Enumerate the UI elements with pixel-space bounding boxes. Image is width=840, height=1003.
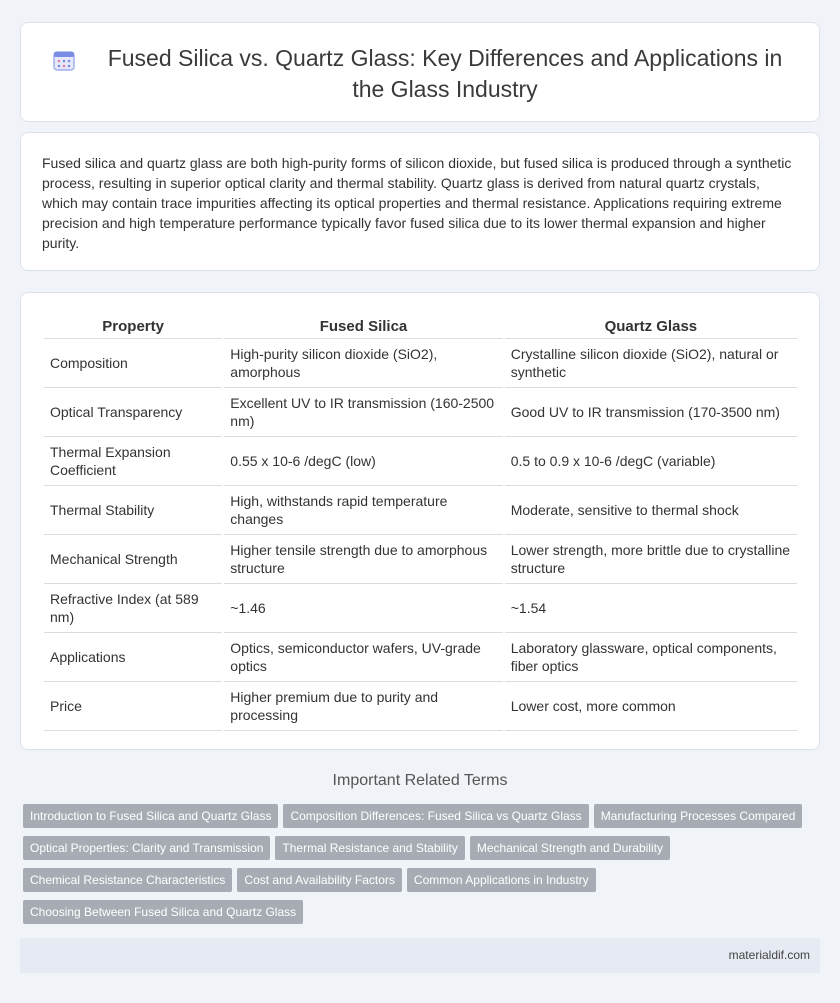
row-fused-silica: Excellent UV to IR transmission (160-2500 nm) (224, 388, 502, 437)
row-quartz-glass: Lower cost, more common (505, 682, 797, 731)
related-term-tag[interactable]: Introduction to Fused Silica and Quartz Glass (23, 804, 278, 828)
related-terms-title: Important Related Terms (332, 772, 508, 789)
footer (20, 938, 820, 973)
related-term-tag[interactable]: Composition Differences: Fused Silica vs Quartz Glass (283, 804, 588, 828)
header-card (20, 22, 820, 122)
table-row (44, 584, 797, 633)
comparison-table-card (20, 292, 820, 750)
header-property: Property (44, 313, 222, 339)
comparison-table (42, 313, 799, 731)
row-quartz-glass: Laboratory glassware, optical components, fiber optics (505, 633, 797, 682)
row-property: Refractive Index (at 589 nm) (44, 584, 222, 633)
page-title: Fused Silica vs. Quartz Glass: Key Differences and Applications in the Glass Industry (107, 45, 783, 102)
row-property: Thermal Stability (44, 486, 222, 535)
intro-card (20, 132, 820, 271)
row-fused-silica: Higher tensile strength due to amorphous structure (224, 535, 502, 584)
row-fused-silica: Optics, semiconductor wafers, UV-grade optics (224, 633, 502, 682)
row-property: Thermal Expansion Coefficient (44, 437, 222, 486)
related-term-tag[interactable]: Mechanical Strength and Durability (470, 836, 670, 860)
row-fused-silica: High-purity silicon dioxide (SiO2), amorphous (224, 339, 502, 388)
row-fused-silica: ~1.46 (224, 584, 502, 633)
row-property: Optical Transparency (44, 388, 222, 437)
row-property: Mechanical Strength (44, 535, 222, 584)
related-term-tag[interactable]: Common Applications in Industry (407, 868, 596, 892)
row-fused-silica: 0.55 x 10-6 /degC (low) (224, 437, 502, 486)
table-row (44, 633, 797, 682)
table-row (44, 437, 797, 486)
header-quartz-glass: Quartz Glass (505, 313, 797, 339)
row-property: Price (44, 682, 222, 731)
row-quartz-glass: Crystalline silicon dioxide (SiO2), natural or synthetic (505, 339, 797, 388)
row-property: Composition (44, 339, 222, 388)
table-row (44, 535, 797, 584)
table-row (44, 388, 797, 437)
table-row (44, 682, 797, 731)
header-fused-silica: Fused Silica (224, 313, 502, 339)
footer-site-link[interactable]: materialdif.com (728, 948, 810, 962)
related-term-tag[interactable]: Cost and Availability Factors (237, 868, 402, 892)
table-row (44, 486, 797, 535)
related-term-tag[interactable]: Thermal Resistance and Stability (275, 836, 464, 860)
intro-paragraph: Fused silica and quartz glass are both high-purity forms of silicon dioxide, but fused silica is produced through a synthetic process, resulting in superior optical clarity and thermal stability. Quartz glass is derived from natural quartz crystals, which may contain trace impurities affecting its optical properties and thermal resistance. Applications requiring extreme precision and high temperature performance typically favor fused silica due to its lower thermal expansion and higher purity. (42, 155, 792, 251)
related-term-tag[interactable]: Optical Properties: Clarity and Transmission (23, 836, 270, 860)
row-quartz-glass: Lower strength, more brittle due to crystalline structure (505, 535, 797, 584)
row-fused-silica: Higher premium due to purity and processing (224, 682, 502, 731)
related-term-tag[interactable]: Choosing Between Fused Silica and Quartz Glass (23, 900, 303, 924)
row-property: Applications (44, 633, 222, 682)
row-quartz-glass: Moderate, sensitive to thermal shock (505, 486, 797, 535)
related-terms-list (23, 804, 823, 932)
table-row (44, 339, 797, 388)
row-quartz-glass: ~1.54 (505, 584, 797, 633)
row-quartz-glass: 0.5 to 0.9 x 10-6 /degC (variable) (505, 437, 797, 486)
table-header-row (44, 313, 797, 339)
row-fused-silica: High, withstands rapid temperature changes (224, 486, 502, 535)
related-term-tag[interactable]: Manufacturing Processes Compared (594, 804, 803, 828)
related-term-tag[interactable]: Chemical Resistance Characteristics (23, 868, 232, 892)
row-quartz-glass: Good UV to IR transmission (170-3500 nm) (505, 388, 797, 437)
